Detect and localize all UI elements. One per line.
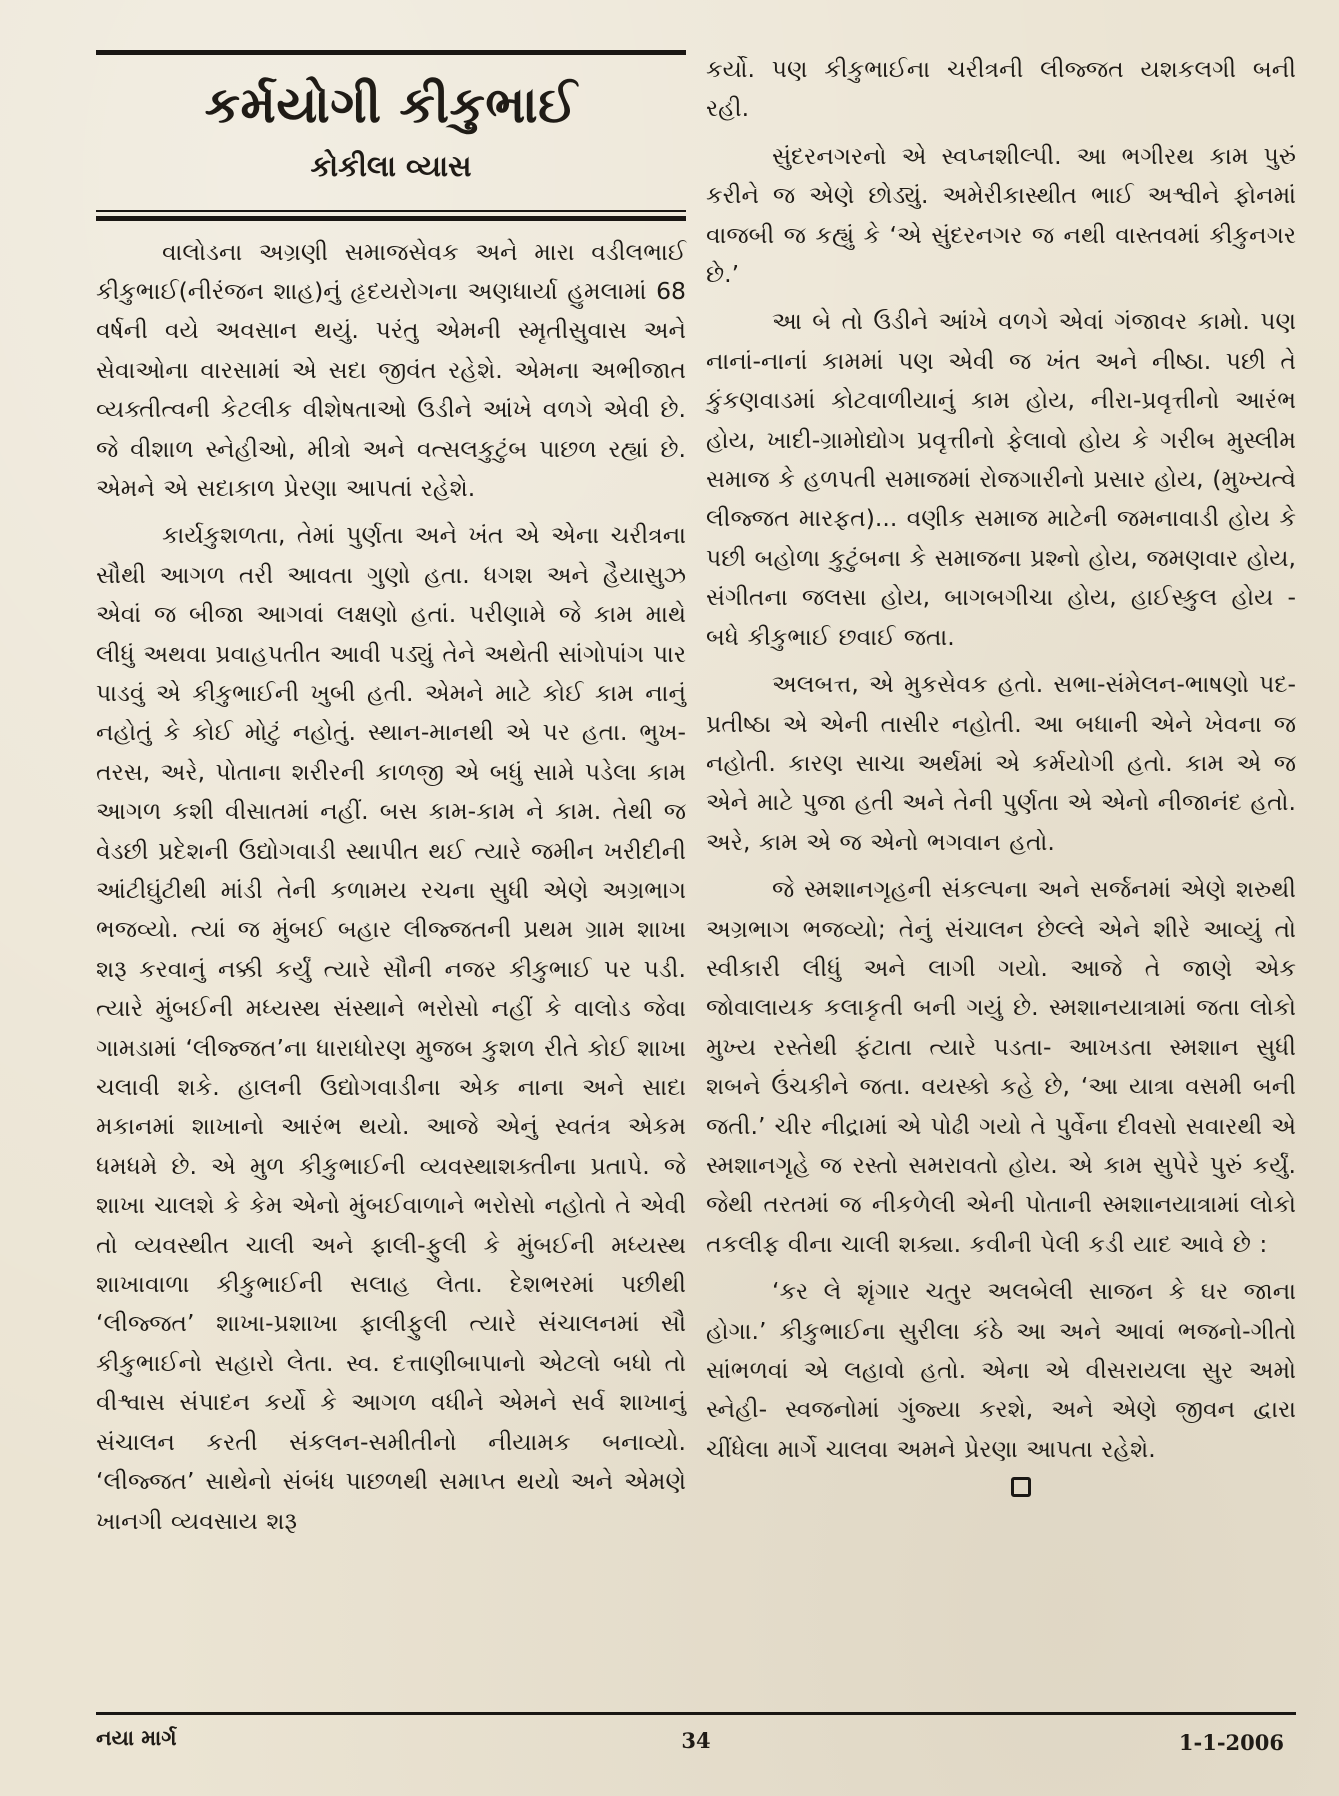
paragraph: આ બે તો ઉડીને આંખે વળગે એવાં ગંજાવર કામો. પણ નાનાં-નાનાં કામમાં પણ એવી જ ખંત અને નીષ્ઠા. પછી તે કુંકણવાડમાં કોટવાળીયાનું કામ હોય, નીરા-પ્રવૃત્તીનો આરંભ હોય, ખાદી-ગ્રામોદ્યોગ પ્રવૃત્તીનો ફેલાવો હોય કે ગરીબ મુસ્લીમ સમાજ કે હળપતી સમાજમાં રોજગારીનો પ્રસાર હોય, (મુખ્યત્વે લીજ્જત મારફત)... વણીક સમાજ માટેની જમનાવાડી હોય કે પછી બહોળા કુટુંબના કે સમાજના પ્રશ્નો હોય, જમણવાર હોય, સંગીતના જલસા હોય, બાગબગીચા હોય, હાઈસ્કુલ હોય - બધે કીકુભાઈ છવાઈ જતા. <box>706 307 1296 651</box>
page-number: 34 <box>681 1728 711 1753</box>
paragraph: ‘કર લે શૃંગાર ચતુર અલબેલી સાજન કે ઘર જાના હોગા.’ કીકુભાઈના સુરીલા કંઠે આ અને આવાં ભજનો-ગીતો સાંભળવાં એ લહાવો હતો. એના એ વીસરાયલા સુર અમો સ્નેહી- સ્વજનોમાં ગુંજ્યા કરશે, અને એણે જીવન દ્વારા ચીંધેલા માર્ગે ચાલવા અમને પ્રેરણા આપતા રહેશે. <box>706 1277 1296 1463</box>
issue-date: 1-1-2006 <box>1178 1730 1284 1755</box>
paragraph: વાલોડના અગ્રણી સમાજસેવક અને મારા વડીલભાઈ કીકુભાઈ(નીરંજન શાહ)નું હૃદયરોગના અણધાર્યા હુમલામાં 68 વર્ષની વયે અવસાન થયું. પરંતુ એમની સ્મૃતીસુવાસ અને સેવાઓના વારસામાં એ સદા જીવંત રહેશે. એમના અભીજાત વ્યક્તીત્વની કેટલીક વીશેષતાઓ ઉડીને આંખે વળગે એવી છે. જે વીશાળ સ્નેહીઓ, મીત્રો અને વત્સલકુટુંબ પાછળ રહ્યાં છે. એમને એ સદાકાળ પ્રેરણા આપતાં રહેશે. <box>96 237 686 502</box>
page-footer <box>96 1722 1296 1762</box>
header-bottom-thick-rule <box>96 216 686 221</box>
paragraph-continuation: કર્યો. પણ કીકુભાઈના ચરીત્રની લીજ્જત યશકલગી બની રહી. <box>706 55 1296 123</box>
header-bottom-thin-rule <box>96 210 686 212</box>
paragraph: સુંદરનગરનો એ સ્વપ્નશીલ્પી. આ ભગીરથ કામ પુરું કરીને જ એણે છોડ્યું. અમેરીકાસ્થીત ભાઈ અશ્વીને ફોનમાં વાજબી જ કહ્યું કે ‘એ સુંદરનગર જ નથી વાસ્તવમાં કીકુનગર છે.’ <box>706 141 1296 289</box>
end-square-icon <box>1011 1477 1031 1497</box>
publication-name: નયા માર્ગ <box>96 1726 177 1750</box>
header-top-rule <box>96 50 686 55</box>
left-column <box>96 50 686 1549</box>
article-header <box>96 50 686 221</box>
paragraph: જે સ્મશાનગૃહની સંકલ્પના અને સર્જનમાં એણે શરુથી અગ્રભાગ ભજવ્યો; તેનું સંચાલન છેલ્લે એને શીરે આવ્યું તો સ્વીકારી લીધું અને લાગી ગયો. આજે તે જાણે એક જોવાલાયક કલાકૃતી બની ગયું છે. સ્મશાનયાત્રામાં જતા લોકો મુખ્ય રસ્તેથી ફંટાતા ત્યારે પડતા- આખડતા સ્મશાન સુધી શબને ઉંચકીને જતા. વયસ્કો કહે છે, ‘આ યાત્રા વસમી બની જતી.’ ચીર નીદ્રામાં એ પોઢી ગયો તે પુર્વેના દીવસો સવારથી એ સ્મશાનગૃહે જ રસ્તો સમરાવતો હોય. એ કામ સુપેરે પુરું કર્યું. જેથી તરતમાં જ નીકળેલી એની પોતાની સ્મશાનયાત્રામાં લોકો તકલીફ વીના ચાલી શક્યા. કવીની પેલી કડી યાદ આવે છે : <box>706 875 1296 1258</box>
right-column <box>706 50 1296 1501</box>
article-author: કોકીલા વ્યાસ <box>310 148 472 183</box>
article-title: કર્મયોગી કીકુભાઈ <box>204 76 578 134</box>
paragraph: કાર્યકુશળતા, તેમાં પુર્ણતા અને ખંત એ એના ચરીત્રના સૌથી આગળ તરી આવતા ગુણો હતા. ધગશ અને હૈયાસુઝ એવાં જ બીજા આગવાં લક્ષણો હતાં. પરીણામે જે કામ માથે લીધું અથવા પ્રવાહપતીત આવી પડ્યું તેને અથેતી સાંગોપાંગ પાર પાડવું એ કીકુભાઈની ખુબી હતી. એમને માટે કોઈ કામ નાનું નહોતું કે કોઈ મોટું નહોતું. સ્થાન-માનથી એ પર હતા. ભુખ-તરસ, અરે, પોતાના શરીરની કાળજી એ બધું સામે પડેલા કામ આગળ કશી વીસાતમાં નહીં. બસ કામ-કામ ને કામ. તેથી જ વેડછી પ્રદેશની ઉદ્યોગવાડી સ્થાપીત થઈ ત્યારે જમીન ખરીદીની આંટીઘુંટીથી માંડી તેની કળામય રચના સુધી એણે અગ્રભાગ ભજવ્યો. ત્યાં જ મુંબઈ બહાર લીજ્જતની પ્રથમ ગ્રામ શાખા શરૂ કરવાનું નક્કી કર્યું ત્યારે સૌની નજર કીકુભાઈ પર પડી. ત્યારે મુંબઈની મધ્યસ્થ સંસ્થાને ભરોસો નહીં કે વાલોડ જેવા ગામડામાં ‘લીજ્જત’ના ધારાધોરણ મુજબ કુશળ રીતે કોઈ શાખા ચલાવી શકે. હાલની ઉદ્યોગવાડીના એક નાના અને સાદા મકાનમાં શાખાનો આરંભ થયો. આજે એનું સ્વતંત્ર એકમ ધમધમે છે. એ મુળ કીકુભાઈની વ્યવસ્થાશક્તીના પ્રતાપે. જે શાખા ચાલશે કે કેમ એનો મુંબઈવાળાને ભરોસો નહોતો તે એવી તો વ્યવસ્થીત ચાલી અને ફાલી-ફુલી કે મુંબઈની મધ્યસ્થ શાખાવાળા કીકુભાઈની સલાહ લેતા. દેશભરમાં પછીથી ‘લીજ્જત’ શાખા-પ્રશાખા ફાલીફુલી ત્યારે સંચાલનમાં સૌ કીકુભાઈનો સહારો લેતા. સ્વ. દત્તાણીબાપાનો એટલો બધો તો વીશ્વાસ સંપાદન કર્યો કે આગળ વધીને એમને સર્વ શાખાનું સંચાલન કરતી સંકલન-સમીતીનો નીયામક બનાવ્યો. ‘લીજ્જત’ સાથેનો સંબંધ પાછળથી સમાપ્ત થયો અને એમણે ખાનગી વ્યવસાય શરૂ <box>96 521 686 1535</box>
article-end-mark <box>706 1477 1296 1501</box>
paragraph: અલબત્ત, એ મુકસેવક હતો. સભા-સંમેલન-ભાષણો પદ-પ્રતીષ્ઠા એ એની તાસીર નહોતી. આ બધાની એને ખેવના જ નહોતી. કારણ સાચા અર્થમાં એ કર્મયોગી હતો. કામ એ જ એને માટે પુજા હતી અને તેની પુર્ણતા એ એનો નીજાનંદ હતો. અરે, કામ એ જ એનો ભગવાન હતો. <box>706 670 1296 856</box>
footer-rule <box>96 1712 1296 1715</box>
header-bottom-rules <box>96 210 686 221</box>
